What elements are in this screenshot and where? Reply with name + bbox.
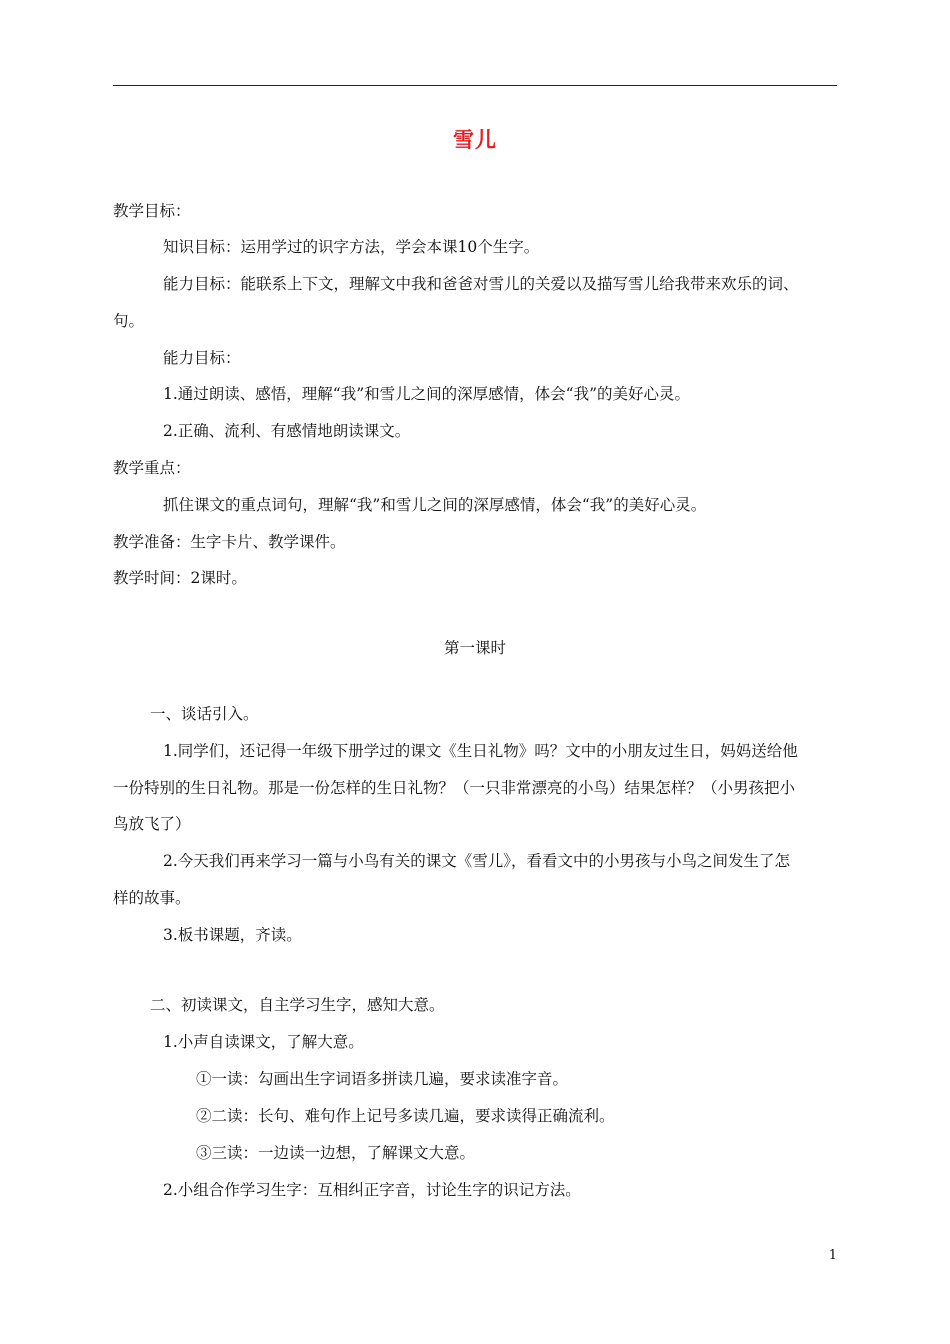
knowledge-objective: 知识目标：运用学过的识字方法，学会本课10个生字。	[163, 238, 540, 256]
section2-p2: 2.小组合作学习生字：互相纠正字音，讨论生字的识记方法。	[163, 1181, 581, 1199]
teaching-time: 教学时间：2课时。	[113, 569, 247, 587]
section1-p2-line2: 样的故事。	[113, 889, 191, 907]
objective-item-2: 2.正确、流利、有感情地朗读课文。	[163, 422, 411, 440]
section2-heading: 二、初读课文，自主学习生字，感知大意。	[150, 996, 445, 1014]
section1-p1-line3: 鸟放飞了）	[113, 815, 191, 833]
section2-read3: ③三读：一边读一边想，了解课文大意。	[196, 1144, 476, 1162]
section1-heading: 一、谈话引入。	[150, 705, 259, 723]
section2-p1: 1.小声自读课文，了解大意。	[163, 1033, 364, 1051]
lesson-heading: 第一课时	[443, 639, 506, 657]
section1-p3: 3.板书课题，齐读。	[163, 926, 302, 944]
page-number: 1	[828, 1248, 837, 1263]
document-title: 雪儿	[453, 127, 497, 152]
section2-read2: ②二读：长句、难句作上记号多读几遍，要求读得正确流利。	[196, 1107, 615, 1125]
ability-objective-line2: 句。	[113, 312, 145, 330]
section1-p1-line2: 一份特别的生日礼物。那是一份怎样的生日礼物？（一只非常漂亮的小鸟）结果怎样？（小男孩把小	[113, 779, 796, 797]
section1-p2-line1: 2.今天我们再来学习一篇与小鸟有关的课文《雪儿》，看看文中的小男孩与小鸟之间发生了怎	[163, 852, 791, 870]
key-points-text: 抓住课文的重点词句，理解“我”和雪儿之间的深厚感情，体会“我”的美好心灵。	[163, 496, 707, 514]
ability-objective-line1: 能力目标：能联系上下文，理解文中我和爸爸对雪儿的关爱以及描写雪儿给我带来欢乐的词、	[163, 275, 799, 293]
preparation: 教学准备：生字卡片、教学课件。	[113, 533, 346, 551]
ability-objective-2: 能力目标：	[163, 349, 241, 367]
objectives-heading: 教学目标：	[113, 202, 191, 220]
section2-read1: ①一读：勾画出生字词语多拼读几遍，要求读准字音。	[196, 1070, 569, 1088]
section1-p1-line1: 1.同学们，还记得一年级下册学过的课文《生日礼物》吗？文中的小朋友过生日，妈妈送给他	[163, 742, 798, 760]
header-rule	[113, 85, 837, 86]
objective-item-1: 1.通过朗读、感悟，理解“我”和雪儿之间的深厚感情，体会“我”的美好心灵。	[163, 385, 690, 403]
key-points-heading: 教学重点：	[113, 459, 191, 477]
